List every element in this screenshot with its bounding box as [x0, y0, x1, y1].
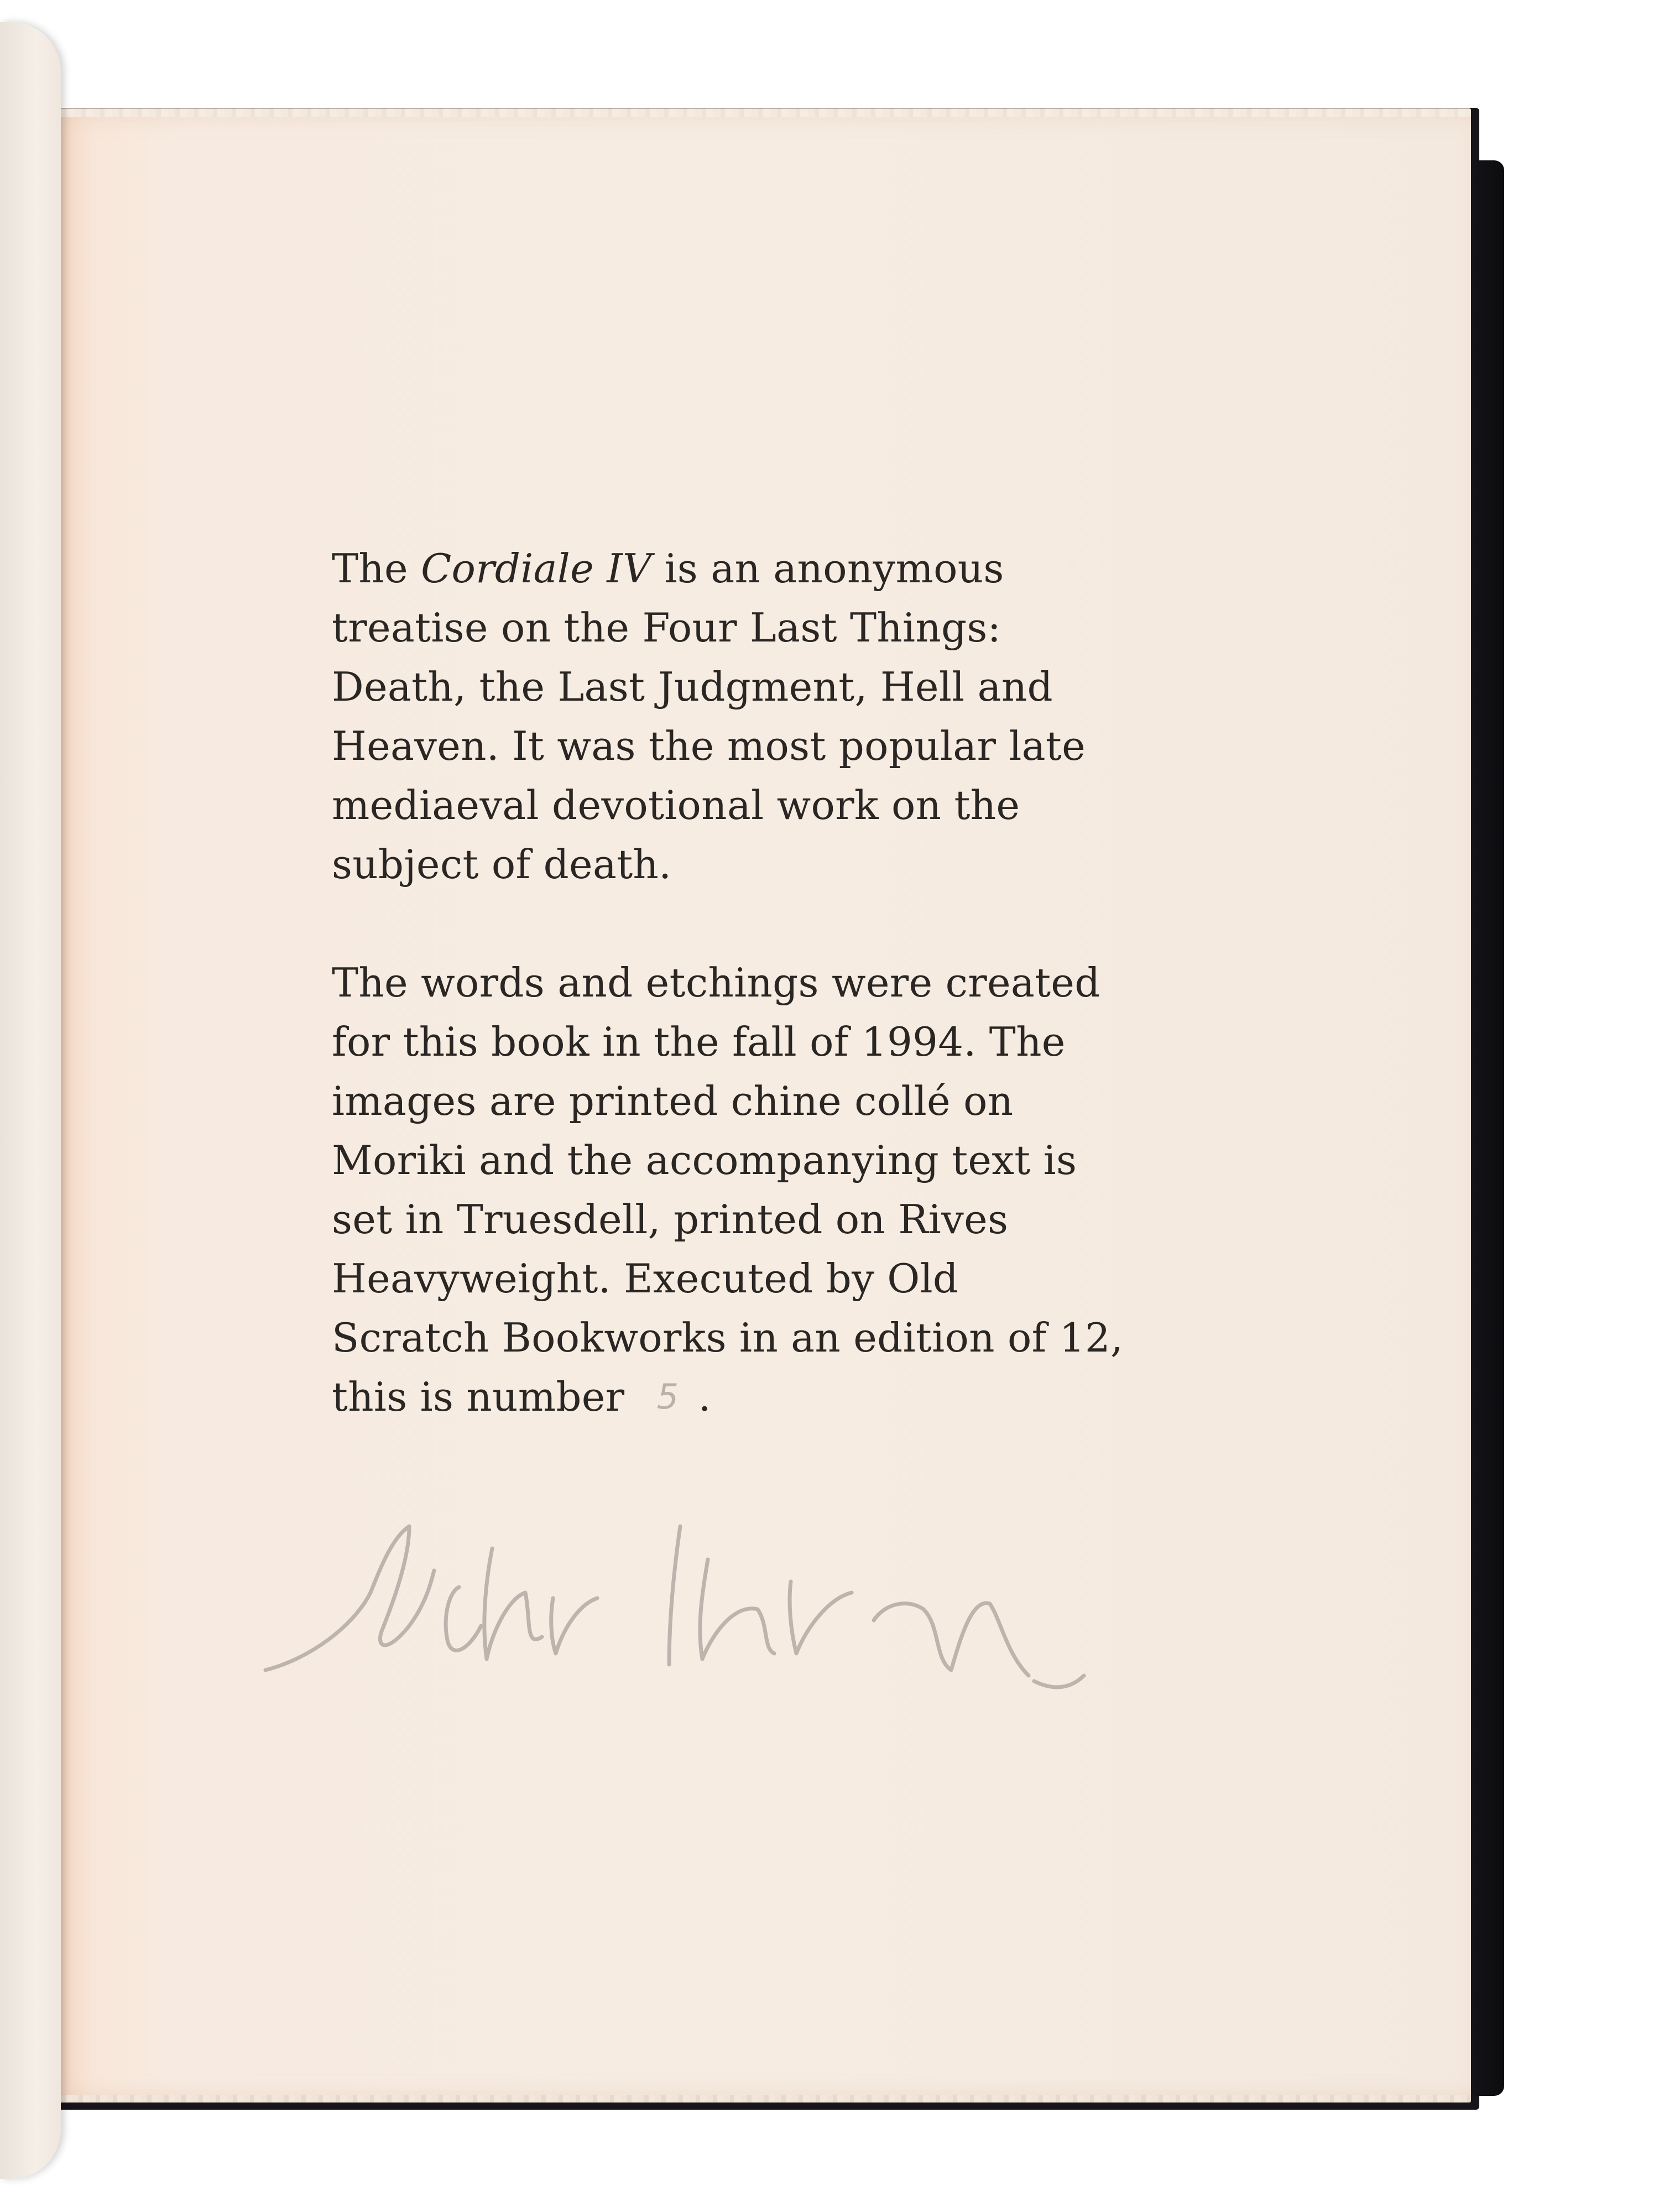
text-fragment: this is number [332, 1374, 625, 1420]
text-line [332, 539, 1139, 598]
deckle-edge-bottom [55, 2095, 1471, 2103]
pencil-signature [243, 1493, 1294, 1725]
text-fragment: . [698, 1374, 711, 1420]
text-line: Scratch Bookworks in an edition of 12, [332, 1314, 1124, 1361]
text-fragment: is an anonymous [651, 545, 1004, 592]
text-line: Heaven. It was the most popular late [332, 723, 1086, 769]
text-line: set in Truesdell, printed on Rives [332, 1196, 1009, 1243]
text-line [332, 1368, 1139, 1428]
text-line: subject of death. [332, 841, 672, 888]
deckle-edge-top [55, 108, 1471, 117]
text-line: Moriki and the accompanying text is [332, 1137, 1077, 1183]
book-title: Cordiale IV [421, 545, 652, 592]
left-page-curl [0, 22, 61, 2179]
text-line: images are printed chine collé on [332, 1078, 1014, 1124]
handwritten-edition-number: 5 [656, 1376, 679, 1417]
colophon-text [332, 539, 1139, 1428]
text-line: Death, the Last Judgment, Hell and [332, 664, 1053, 710]
text-line: The words and etchings were created [332, 959, 1100, 1006]
text-line: for this book in the fall of 1994. The [332, 1019, 1066, 1065]
colophon-paragraph-2 [332, 953, 1139, 1428]
text-line: Heavyweight. Executed by Old [332, 1255, 959, 1302]
colophon-paragraph-1 [332, 539, 1139, 894]
text-fragment: The [332, 545, 421, 592]
text-line: treatise on the Four Last Things: [332, 604, 1001, 651]
text-line: mediaeval devotional work on the [332, 782, 1020, 828]
